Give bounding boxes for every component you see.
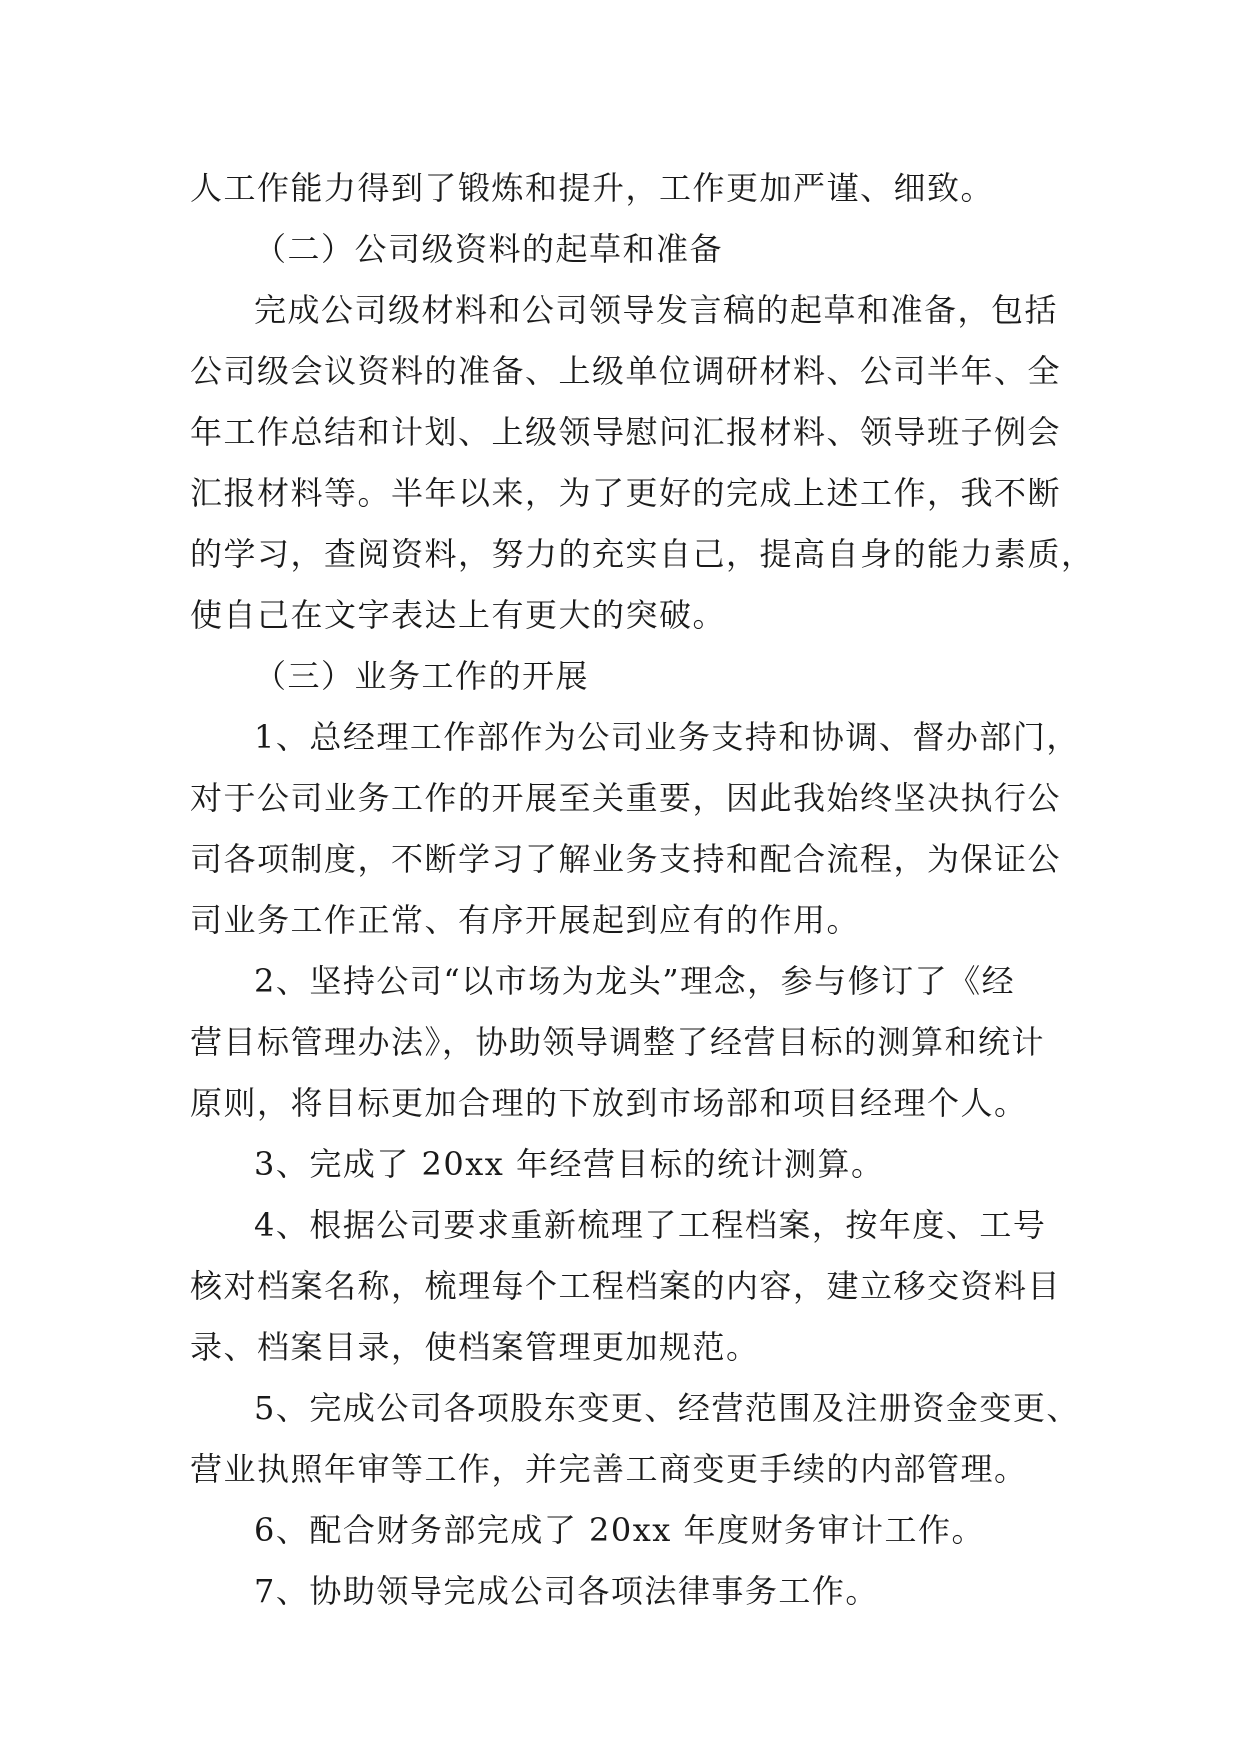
list-item: 6、配合财务部完成了 20xx 年度财务审计工作。 xyxy=(254,1511,986,1549)
text-line: 原则，将目标更加合理的下放到市场部和项目经理个人。 xyxy=(190,1084,1028,1122)
section-heading: （三）业务工作的开展 xyxy=(254,657,590,695)
text-line: 使自己在文字表达上有更大的突破。 xyxy=(190,596,727,634)
text-line: 司各项制度，不断学习了解业务支持和配合流程，为保证公 xyxy=(190,840,1062,878)
text-line: 公司级会议资料的准备、上级单位调研材料、公司半年、全 xyxy=(190,352,1062,390)
text-line: 年工作总结和计划、上级领导慰问汇报材料、领导班子例会 xyxy=(190,413,1062,451)
text-line: 对于公司业务工作的开展至关重要，因此我始终坚决执行公 xyxy=(190,779,1062,817)
text-line: 营目标管理办法》，协助领导调整了经营目标的测算和统计 xyxy=(190,1023,1046,1061)
list-item: 3、完成了 20xx 年经营目标的统计测算。 xyxy=(254,1145,885,1183)
text-line: 核对档案名称，梳理每个工程档案的内容，建立移交资料目 xyxy=(190,1267,1062,1305)
list-item: 5、完成公司各项股东变更、经营范围及注册资金变更、 xyxy=(254,1389,1080,1427)
text-line: 的学习，查阅资料，努力的充实自己，提高自身的能力素质， xyxy=(190,535,1095,573)
text-line: 录、档案目录，使档案管理更加规范。 xyxy=(190,1328,760,1366)
list-item: 1、总经理工作部作为公司业务支持和协调、督办部门， xyxy=(254,718,1080,756)
text-line: 人工作能力得到了锻炼和提升，工作更加严谨、细致。 xyxy=(190,169,995,207)
section-heading: （二）公司级资料的起草和准备 xyxy=(254,230,724,268)
text-line: 汇报材料等。半年以来，为了更好的完成上述工作，我不断 xyxy=(190,474,1062,512)
list-item: 4、根据公司要求重新梳理了工程档案，按年度、工号 xyxy=(254,1206,1047,1244)
text-line: 完成公司级材料和公司领导发言稿的起草和准备，包括 xyxy=(254,291,1059,329)
text-line: 营业执照年审等工作，并完善工商变更手续的内部管理。 xyxy=(190,1450,1028,1488)
text-line: 司业务工作正常、有序开展起到应有的作用。 xyxy=(190,901,861,939)
document-body xyxy=(190,158,1095,1622)
list-item: 2、坚持公司“以市场为龙头”理念，参与修订了《经 xyxy=(254,962,1016,1000)
list-item: 7、协助领导完成公司各项法律事务工作。 xyxy=(254,1572,879,1610)
